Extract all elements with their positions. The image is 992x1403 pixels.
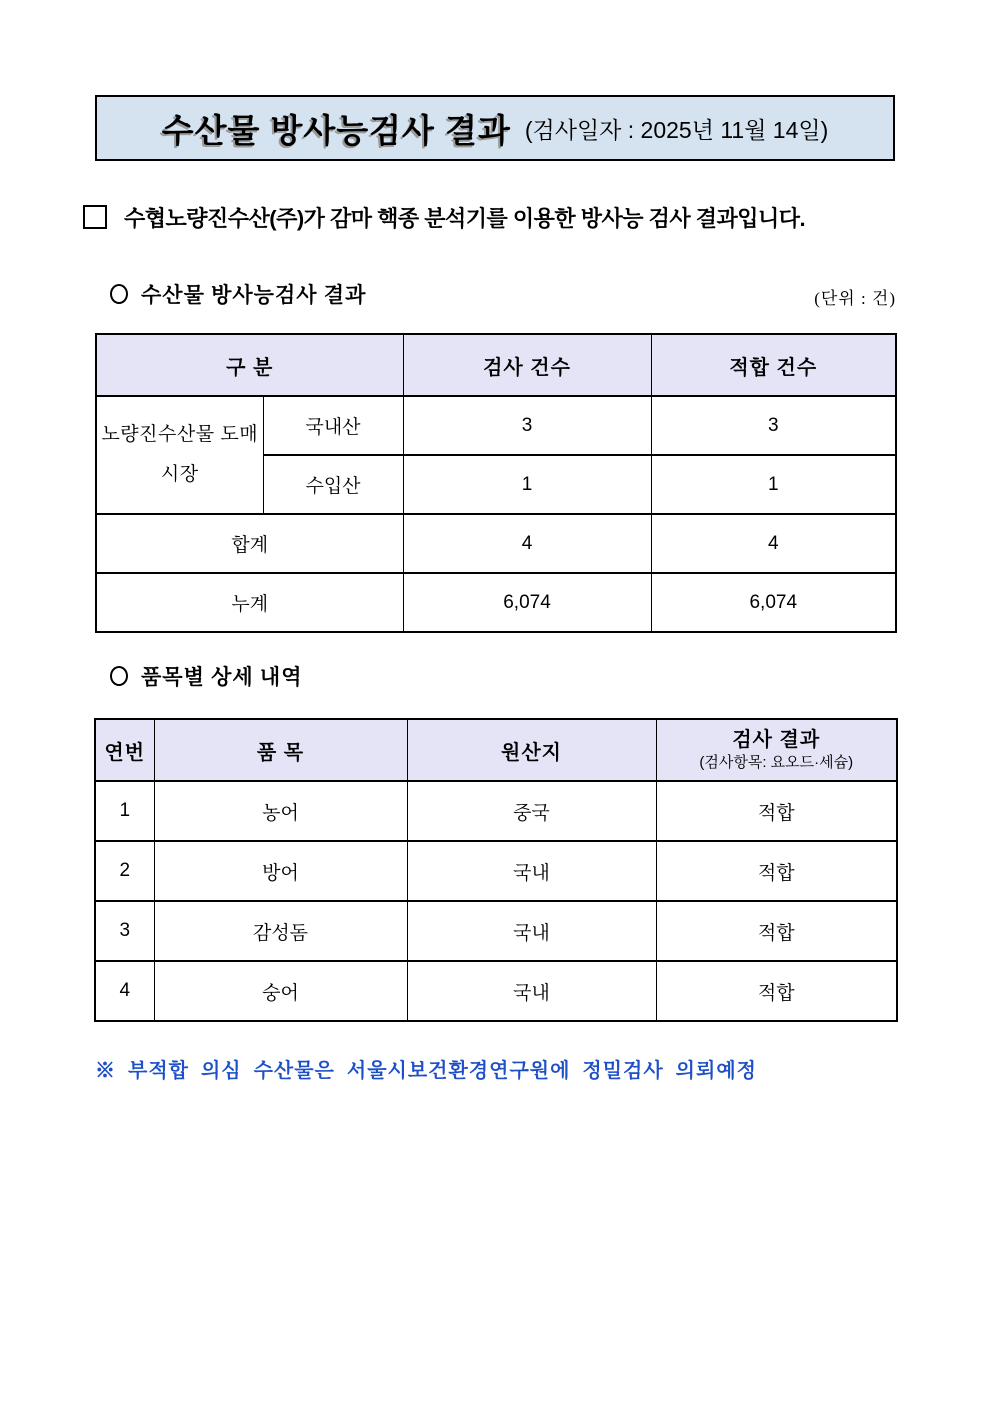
summary-section-title xyxy=(110,279,366,309)
circle-bullet-icon xyxy=(110,666,128,686)
origin-cell: 국내 xyxy=(407,961,656,1021)
table-row-domestic xyxy=(96,396,896,455)
origin-cell: 국내 xyxy=(407,841,656,901)
passed-count-cell: 1 xyxy=(651,455,896,514)
cumulative-tested-cell: 6,074 xyxy=(403,573,651,632)
result-cell: 적합 xyxy=(656,901,897,961)
table-row-total xyxy=(96,514,896,573)
item-cell: 감성돔 xyxy=(154,901,407,961)
market-name-cell: 노량진수산물 도매시장 xyxy=(96,396,263,514)
tested-count-cell: 1 xyxy=(403,455,651,514)
item-cell: 농어 xyxy=(154,781,407,841)
origin-cell: 중국 xyxy=(407,781,656,841)
total-label-cell: 합계 xyxy=(96,514,403,573)
col-header-no: 연번 xyxy=(95,719,154,781)
result-cell: 적합 xyxy=(656,841,897,901)
cumulative-passed-cell: 6,074 xyxy=(651,573,896,632)
item-cell: 방어 xyxy=(154,841,407,901)
passed-count-cell: 3 xyxy=(651,396,896,455)
detail-section-title xyxy=(110,661,303,691)
detail-header-row xyxy=(95,719,897,781)
col-header-result-sub: (검사항목: 요오드·세슘) xyxy=(699,754,854,771)
summary-header-row xyxy=(96,334,896,396)
square-bullet-icon xyxy=(83,205,107,229)
intro-text: 수협노량진수산(주)가 감마 핵종 분석기를 이용한 방사능 검사 결과입니다. xyxy=(124,206,806,231)
table-row xyxy=(95,841,897,901)
col-header-result-main: 검사 결과 xyxy=(732,729,821,751)
col-header-origin: 원산지 xyxy=(407,719,656,781)
detail-section-heading xyxy=(110,661,896,691)
inspection-date: (검사일자 : 2025년 11월 14일) xyxy=(524,116,829,143)
document-title: 수산물 방사능검사 결과 xyxy=(161,111,511,149)
tested-count-cell: 3 xyxy=(403,396,651,455)
total-passed-cell: 4 xyxy=(651,514,896,573)
col-header-result xyxy=(656,719,897,781)
row-no-cell: 1 xyxy=(95,781,154,841)
footnote: ※ 부적합 의심 수산물은 서울시보건환경연구원에 정밀검사 의뢰예정 xyxy=(95,1060,757,1082)
origin-cell: 국내 xyxy=(407,901,656,961)
col-header-passed: 적합 건수 xyxy=(651,334,896,396)
table-row xyxy=(95,781,897,841)
item-cell: 숭어 xyxy=(154,961,407,1021)
table-row xyxy=(95,961,897,1021)
detail-table xyxy=(94,718,898,1022)
col-header-category: 구 분 xyxy=(96,334,403,396)
origin-cell: 수입산 xyxy=(263,455,403,514)
total-tested-cell: 4 xyxy=(403,514,651,573)
result-cell: 적합 xyxy=(656,961,897,1021)
result-cell: 적합 xyxy=(656,781,897,841)
summary-table xyxy=(95,333,897,633)
col-header-item: 품 목 xyxy=(154,719,407,781)
circle-bullet-icon xyxy=(110,284,128,304)
cumulative-label-cell: 누계 xyxy=(96,573,403,632)
detail-section-title-text: 품목별 상세 내역 xyxy=(141,665,303,689)
summary-section-title-text: 수산물 방사능검사 결과 xyxy=(141,283,367,307)
table-row-cumulative xyxy=(96,573,896,632)
row-no-cell: 2 xyxy=(95,841,154,901)
row-no-cell: 4 xyxy=(95,961,154,1021)
origin-cell: 국내산 xyxy=(263,396,403,455)
summary-section-heading xyxy=(110,279,896,309)
intro-paragraph xyxy=(83,202,923,233)
col-header-tested: 검사 건수 xyxy=(403,334,651,396)
title-banner xyxy=(95,95,895,161)
row-no-cell: 3 xyxy=(95,901,154,961)
unit-note: (단위 : 건) xyxy=(814,289,896,308)
table-row xyxy=(95,901,897,961)
